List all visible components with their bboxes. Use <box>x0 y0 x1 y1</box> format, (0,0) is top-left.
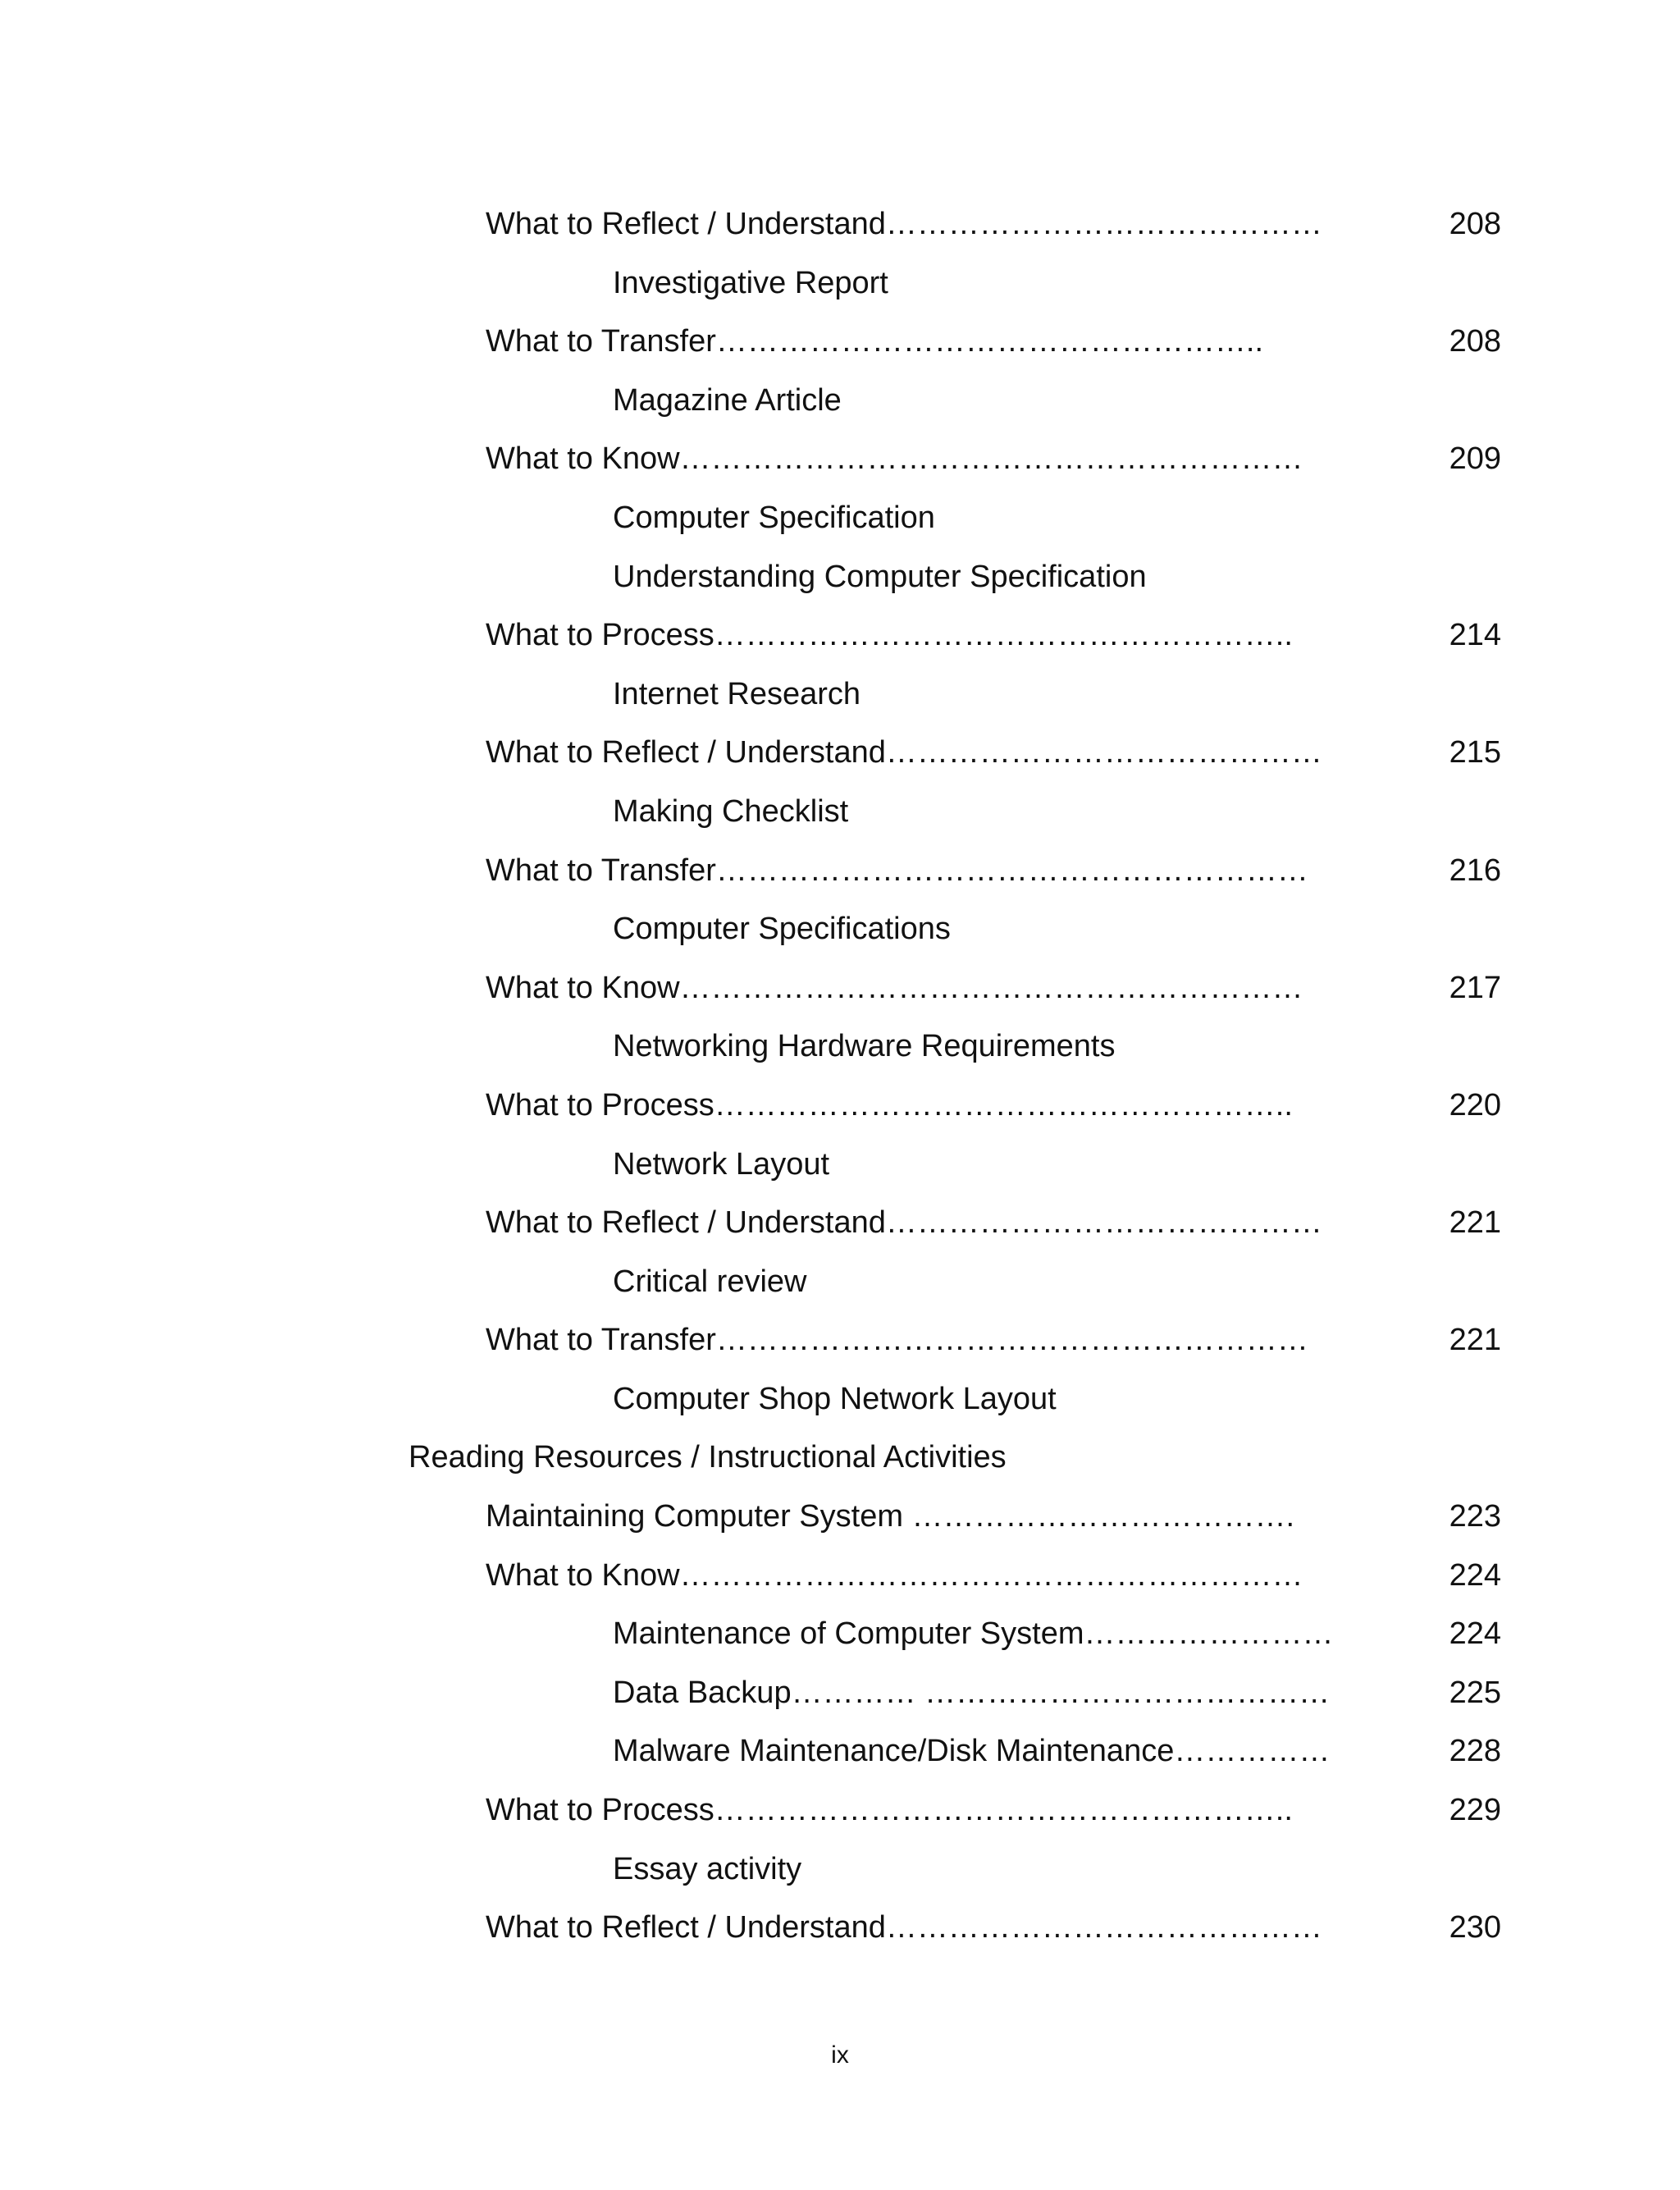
toc-entry-title: Essay activity <box>613 1851 802 1886</box>
toc-entry-title: Computer Specification <box>613 500 935 535</box>
toc-entry-page: 225 <box>1449 1675 1501 1710</box>
toc-entry-title: Malware Maintenance/Disk Maintenance…………… <box>613 1734 1331 1769</box>
toc-entry-title: What to Know…………………………………………………… <box>486 970 1303 1005</box>
toc-entry <box>0 553 1680 612</box>
toc-entry-title: What to Know…………………………………………………… <box>486 441 1303 477</box>
toc-entry-title: Making Checklist <box>613 793 849 829</box>
toc-entry-page: 215 <box>1449 735 1501 770</box>
toc-entry-title: Computer Specifications <box>613 912 951 947</box>
toc-entry-title: Data Backup………… ………………………………… <box>613 1675 1331 1710</box>
toc-section-title: Reading Resources / Instructional Activities <box>409 1440 1007 1475</box>
toc-entry <box>0 1904 1680 1963</box>
toc-entry-title: What to Transfer………………………………………………… <box>486 1323 1308 1358</box>
toc-entry <box>0 377 1680 436</box>
toc-entry <box>0 1610 1680 1669</box>
toc-entry <box>0 1258 1680 1317</box>
toc-entry-title: Internet Research <box>613 676 861 711</box>
toc-entry <box>0 1552 1680 1611</box>
toc-entry <box>0 788 1680 847</box>
toc-entry-title: What to Reflect / Understand…………………………………… <box>486 1910 1322 1945</box>
toc-entry <box>0 611 1680 670</box>
toc-entry-page: 208 <box>1449 324 1501 359</box>
toc-entry-title: Investigative Report <box>613 265 888 300</box>
toc-entry <box>0 670 1680 729</box>
toc-entry-title: Maintenance of Computer System…………………… <box>613 1616 1334 1652</box>
toc-entry-page: 230 <box>1449 1910 1501 1945</box>
toc-entry <box>0 435 1680 494</box>
toc-entry <box>0 259 1680 318</box>
toc-entry <box>0 847 1680 906</box>
toc-entry-page: 229 <box>1449 1793 1501 1828</box>
toc-entry <box>0 1375 1680 1434</box>
toc-entry-title: Magazine Article <box>613 382 842 418</box>
toc-entry-title: What to Transfer………………………………………………… <box>486 853 1308 888</box>
toc-entry <box>0 1081 1680 1141</box>
toc-entry-title: Network Layout <box>613 1146 830 1182</box>
toc-entry-title: What to Reflect / Understand…………………………………… <box>486 207 1322 241</box>
toc-entry-page: 221 <box>1449 1323 1501 1358</box>
toc-entry <box>0 318 1680 377</box>
toc-entry-page: 223 <box>1449 1499 1501 1534</box>
toc-entry-title: Maintaining Computer System ………………………………. <box>486 1499 1295 1534</box>
toc-entry <box>0 200 1680 259</box>
toc-entry-title: What to Transfer…………………………………………….. <box>486 324 1263 359</box>
page-number: ix <box>831 2041 849 2069</box>
toc-entry-title: What to Process……………………………………………….. <box>486 1087 1293 1122</box>
toc-entry-title: What to Know…………………………………………………… <box>486 1557 1303 1593</box>
toc-entry-page: 209 <box>1449 441 1501 477</box>
toc-entry <box>0 1022 1680 1081</box>
table-of-contents <box>0 200 1680 1963</box>
toc-entry <box>0 1493 1680 1552</box>
toc-entry-page: 216 <box>1449 853 1501 888</box>
toc-entry-page: 224 <box>1449 1616 1501 1652</box>
toc-entry <box>0 729 1680 788</box>
toc-entry <box>0 964 1680 1023</box>
toc-entry <box>0 1669 1680 1728</box>
toc-entry-title: Computer Shop Network Layout <box>613 1381 1057 1416</box>
toc-entry <box>0 1141 1680 1200</box>
toc-entry-title: What to Reflect / Understand…………………………………… <box>486 735 1322 770</box>
toc-entry-title: Networking Hardware Requirements <box>613 1029 1116 1064</box>
toc-entry <box>0 905 1680 964</box>
toc-entry <box>0 1786 1680 1845</box>
toc-entry-page: 221 <box>1449 1205 1501 1241</box>
toc-entry <box>0 1199 1680 1258</box>
toc-entry-title: What to Reflect / Understand…………………………………… <box>486 1205 1322 1241</box>
toc-entry-page: 228 <box>1449 1734 1501 1769</box>
toc-entry-title: Understanding Computer Specification <box>613 559 1147 594</box>
toc-entry-title: What to Process……………………………………………….. <box>486 1793 1293 1828</box>
toc-entry <box>0 1727 1680 1786</box>
toc-entry-title: Critical review <box>613 1264 807 1299</box>
toc-entry-page: 217 <box>1449 970 1501 1005</box>
toc-section-heading <box>0 1433 1680 1493</box>
toc-entry <box>0 1316 1680 1375</box>
toc-entry-page: 220 <box>1449 1087 1501 1122</box>
toc-entry-page: 208 <box>1449 207 1501 241</box>
toc-entry-page: 224 <box>1449 1557 1501 1593</box>
toc-entry <box>0 1845 1680 1904</box>
toc-entry-page: 214 <box>1449 618 1501 653</box>
toc-entry-title: What to Process……………………………………………….. <box>486 618 1293 653</box>
toc-entry <box>0 494 1680 553</box>
